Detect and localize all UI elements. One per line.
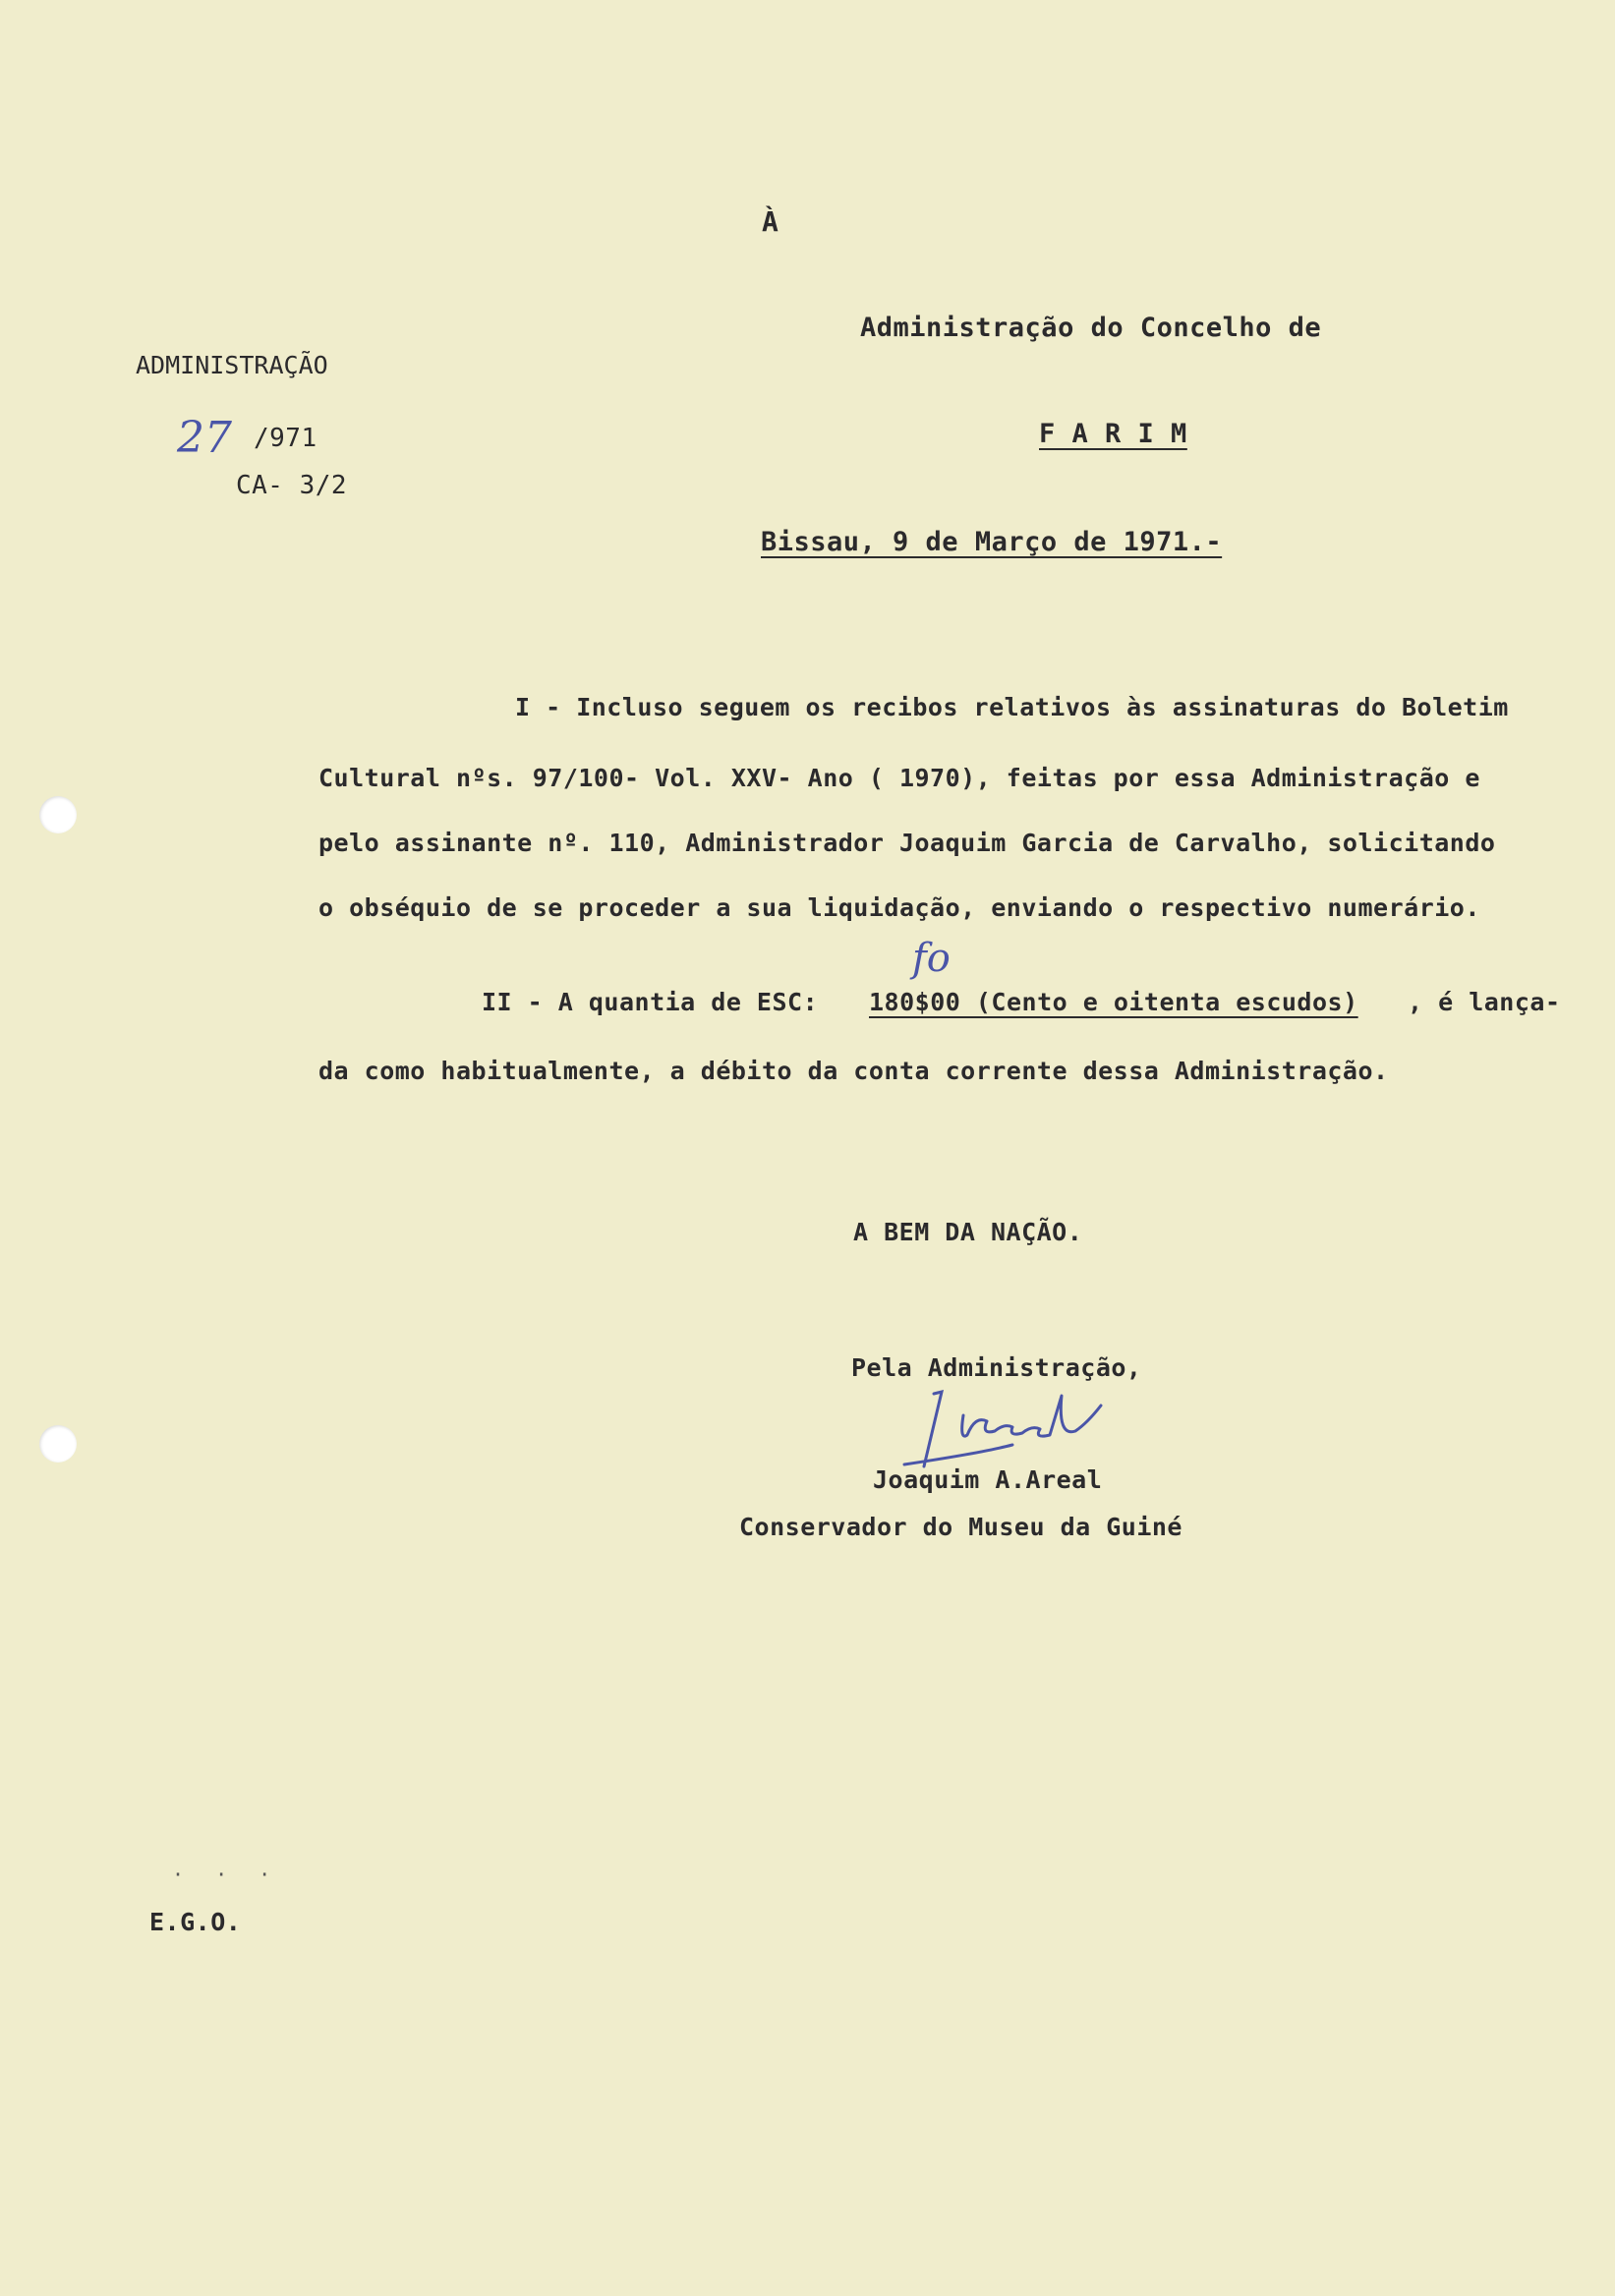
footer-initials: E.G.O. <box>149 1908 242 1936</box>
paragraph-2-prefix: II - A quantia de ESC: <box>482 988 819 1016</box>
paragraph-2-line-2: da como habitualmente, a débito da conta corrente dessa Administração. <box>318 1057 1389 1085</box>
reference-number-handwritten: 27 <box>177 413 232 463</box>
paragraph-2-suffix: , é lança- <box>1408 988 1561 1016</box>
reference-year: /971 <box>254 424 317 453</box>
paragraph-1-line-2: Cultural nºs. 97/100- Vol. XXV- Ano ( 1970), feitas por essa Administração e <box>318 764 1480 792</box>
signatory-name: Joaquim A.Areal <box>873 1465 1103 1494</box>
amount-annotation: fo <box>912 936 951 981</box>
date-line: Bissau, 9 de Março de 1971.- <box>761 527 1223 557</box>
addressee-line2: F A R I M <box>1039 419 1187 449</box>
addressee-line1: Administração do Concelho de <box>860 313 1322 343</box>
office-label: ADMINISTRAÇÃO <box>136 351 328 379</box>
paragraph-2-amount: 180$00 (Cento e oitenta escudos) <box>869 988 1358 1016</box>
paragraph-1-line-3: pelo assinante nº. 110, Administrador Joaquim Garcia de Carvalho, solicitando <box>318 829 1496 857</box>
paragraph-1-line-4: o obséquio de se proceder a sua liquidação, enviando o respectivo numerário. <box>318 893 1480 922</box>
punch-hole-top <box>39 796 77 833</box>
paragraph-1-line-1: I - Incluso seguem os recibos relativos às assinaturas do Boletim <box>515 693 1509 721</box>
signatory-title: Conservador do Museu da Guiné <box>739 1513 1182 1541</box>
top-mark: À <box>762 205 779 238</box>
closing-pela: Pela Administração, <box>851 1353 1142 1382</box>
footer-dots: · · · <box>172 1863 281 1886</box>
reference-code: CA- 3/2 <box>236 471 348 500</box>
punch-hole-bottom <box>39 1425 77 1463</box>
closing-salutation: A BEM DA NAÇÃO. <box>853 1218 1083 1246</box>
